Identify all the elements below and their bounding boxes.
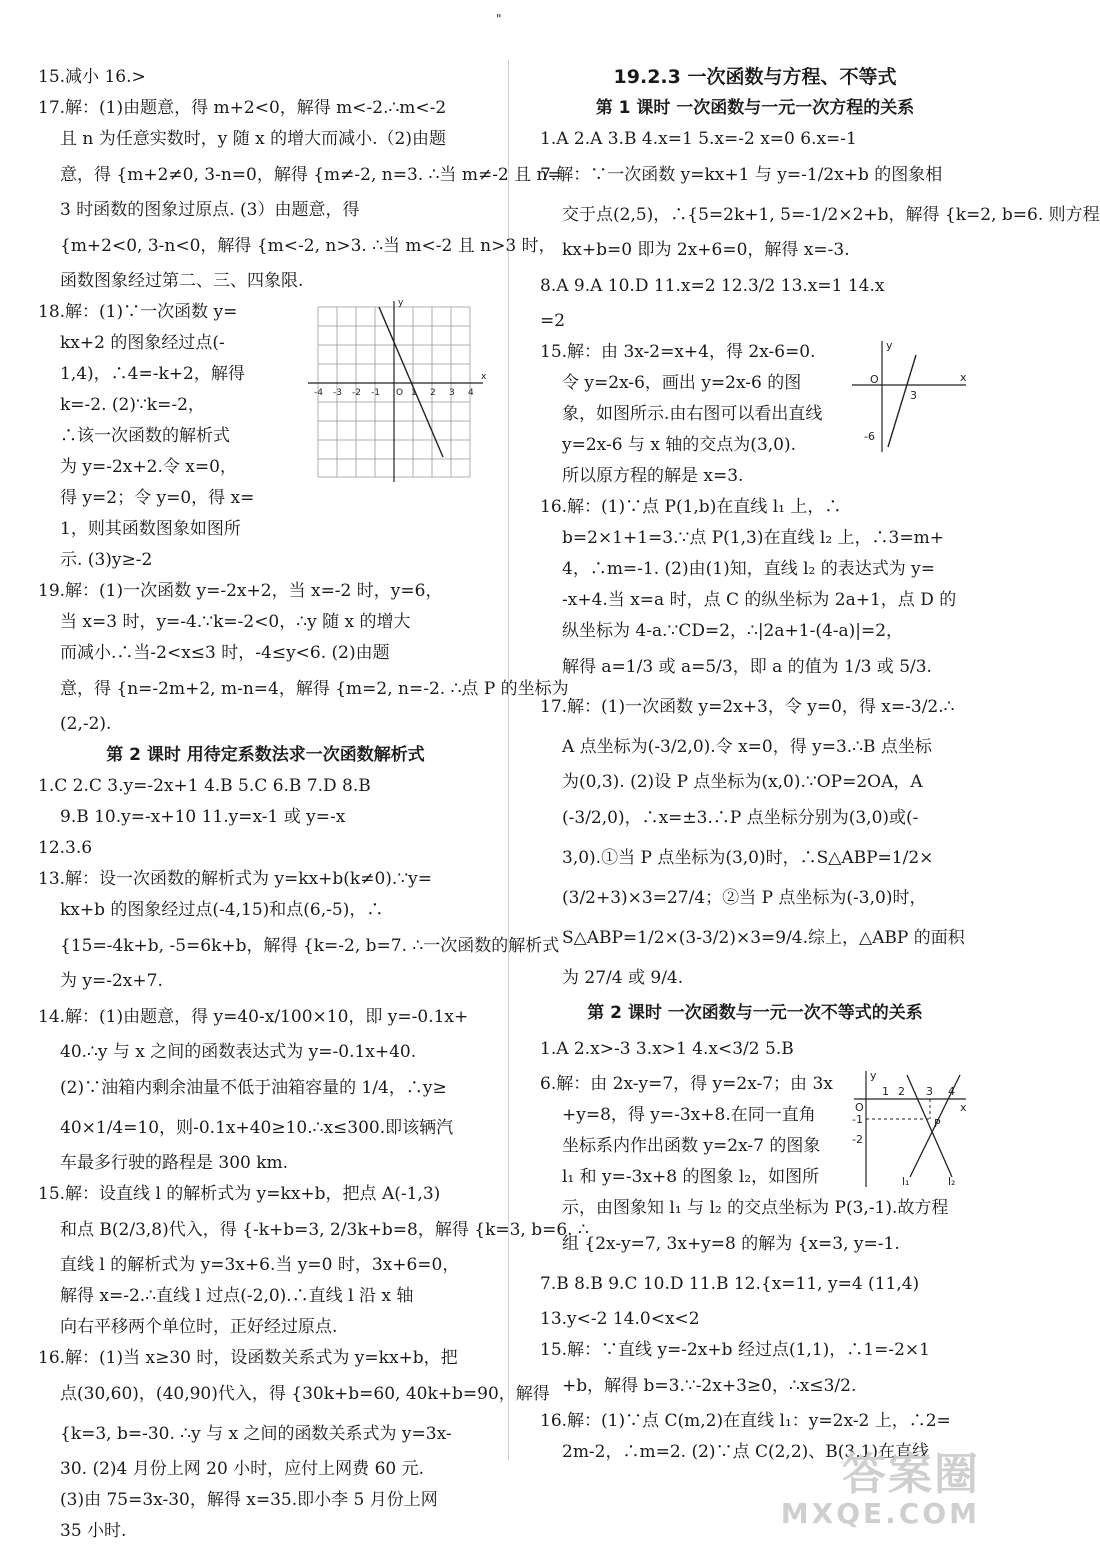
text-line: 且 n 为任意实数时，y 随 x 的增大而减小.（2)由题 <box>60 129 447 149</box>
text-line: {k=3, b=-30. ∴y 与 x 之间的函数关系式为 y=3x- <box>60 1424 452 1444</box>
text-line: 车最多行驶的路程是 300 km. <box>60 1153 289 1173</box>
text-line: 14.解：(1)由题意，得 y=40-x/100×10，即 y=-0.1x+ <box>38 1007 469 1027</box>
tick-label: -2 <box>852 1133 863 1146</box>
text-line: 1.A 2.A 3.B 4.x=1 5.x=-2 x=0 6.x=-1 <box>540 129 857 149</box>
text-line: 9.B 10.y=-x+10 11.y=x-1 或 y=-x <box>60 807 346 827</box>
text-line: 1.A 2.x>-3 3.x>1 4.x<3/2 5.B <box>540 1039 794 1059</box>
text-line: 函数图象经过第二、三、四象限. <box>60 271 304 291</box>
text-line: 8.A 9.A 10.D 11.x=2 12.3/2 13.x=1 14.x <box>540 276 885 296</box>
text-line: {m+2<0, 3-n<0，解得 {m<-2, n>3. ∴当 m<-2 且 n>3 时， <box>60 236 556 256</box>
text-line: (3)由 75=3x-30，解得 x=35.即小李 5 月份上网 <box>60 1490 438 1510</box>
text-line: S△ABP=1/2×(3-3/2)×3=9/4.综上，△ABP 的面积 <box>562 928 965 948</box>
watermark-url: MXQE.COM <box>780 1497 980 1530</box>
text-line: 纵坐标为 4-a.∵CD=2，∴|2a+1-(4-a)|=2， <box>562 621 904 641</box>
x-axis-label: x <box>960 1101 967 1114</box>
text-line: 解得 x=-2.∴直线 l 过点(-2,0).∴直线 l 沿 x 轴 <box>60 1286 414 1306</box>
text-line: kx+b=0 即为 2x+6=0，解得 x=-3. <box>562 240 850 260</box>
text-line: kx+b 的图象经过点(-4,15)和点(6,-5)，∴ <box>60 900 384 920</box>
text-line: 15.解：由 3x-2=x+4，得 2x-6=0. <box>540 342 816 362</box>
text-line: =2 <box>540 311 566 331</box>
text-line: (3/2+3)×3=27/4；②当 P 点坐标为(-3,0)时， <box>562 888 927 908</box>
question-15 <box>540 337 970 492</box>
line-label: l₁ <box>902 1175 910 1188</box>
text-line: 1.C 2.C 3.y=-2x+1 4.B 5.C 6.B 7.D 8.B <box>38 776 371 796</box>
text-line: (2,-2). <box>60 714 112 734</box>
line-label: l₂ <box>948 1175 956 1188</box>
right-column <box>540 62 1100 1468</box>
text-line: 为 27/4 或 9/4. <box>562 968 684 988</box>
lesson-heading: 第 1 课时 一次函数与一元一次方程的关系 <box>595 98 915 118</box>
text-line: +y=8，得 y=-3x+8.在同一直角 <box>562 1105 816 1125</box>
text-line: 1,4)，∴4=-k+2，解得 <box>60 364 245 384</box>
text-line: 所以原方程的解是 x=3. <box>562 466 744 486</box>
text-line: 6.解：由 2x-y=7，得 y=2x-7；由 3x <box>540 1074 833 1094</box>
text-line: 16.解：(1)当 x≥30 时，设函数关系式为 y=kx+b，把 <box>38 1348 458 1368</box>
text-line: (-3/2,0)，∴x=±3.∴P 点坐标分别为(3,0)或(- <box>562 808 919 828</box>
text-line: 示. (3)y≥-2 <box>60 550 153 570</box>
origin-label: O <box>870 373 879 386</box>
text-line: 12.3.6 <box>38 838 93 858</box>
graph-line <box>379 307 443 457</box>
lesson-heading: 第 2 课时 一次函数与一元一次不等式的关系 <box>587 1003 923 1023</box>
tick-label: -1 <box>852 1113 863 1126</box>
text-line: b=2×1+1=3.∵点 P(1,3)在直线 l₂ 上，∴3=m+ <box>562 528 944 548</box>
text-line: ∴该一次函数的解析式 <box>60 426 230 446</box>
text-line: 4，∴m=-1. (2)由(1)知，直线 l₂ 的表达式为 y= <box>562 559 936 579</box>
y-axis-label: y <box>886 339 893 352</box>
section-heading: 19.2.3 一次函数与方程、不等式 <box>613 66 897 88</box>
text-line: 3,0).①当 P 点坐标为(3,0)时，∴S△ABP=1/2× <box>562 848 934 868</box>
text-line: 象，如图所示.由右图可以看出直线 <box>562 404 823 424</box>
left-column <box>38 62 589 1547</box>
origin-label: O <box>396 388 404 398</box>
question-18 <box>38 297 493 576</box>
text-line: 15.解：∵直线 y=-2x+b 经过点(1,1)，∴1=-2×1 <box>540 1340 930 1360</box>
text-line: 16.解：(1)∵点 P(1,b)在直线 l₁ 上，∴ <box>540 497 842 517</box>
text-line: 15.解：设直线 l 的解析式为 y=kx+b，把点 A(-1,3) <box>38 1184 441 1204</box>
tick-label: 3 <box>910 389 917 402</box>
text-line: -x+4.当 x=a 时，点 C 的纵坐标为 2a+1，点 D 的 <box>562 590 957 610</box>
top-mark: " <box>496 12 502 26</box>
text-line: 2m-2，∴m=2. (2)∵点 C(2,2)、B(3,1)在直线 <box>562 1442 930 1462</box>
text-line: y=2x-6 与 x 轴的交点为(3,0). <box>562 435 797 455</box>
tick-label: 4 <box>468 388 474 398</box>
text-line: k=-2. (2)∵k=-2， <box>60 395 205 415</box>
text-line: {15=-4k+b, -5=6k+b，解得 {k=-2, b=7. ∴一次函数的解析式 <box>60 936 560 956</box>
tick-label: -2 <box>352 388 361 398</box>
text-line: (2)∵油箱内剩余油量不低于油箱容量的 1/4，∴y≥ <box>60 1078 447 1098</box>
text-line: 坐标系内作出函数 y=2x-7 的图象 <box>562 1136 821 1156</box>
text-line: 1，则其函数图象如图所 <box>60 519 241 539</box>
x-axis-label: x <box>481 372 487 382</box>
text-line: 意，得 {m+2≠0, 3-n=0，解得 {m≠-2, n=3. ∴当 m≠-2 且 n= <box>60 165 562 185</box>
tick-label: 3 <box>926 1085 933 1098</box>
text-line: 意，得 {n=-2m+2, m-n=4，解得 {m=2, n=-2. ∴点 P 的坐标为 <box>60 679 569 699</box>
text-line: 为 y=-2x+2.令 x=0， <box>60 457 237 477</box>
text-line: 16.解：(1)∵点 C(m,2)在直线 l₁：y=2x-2 上，∴2= <box>540 1411 951 1431</box>
text-line: 为(0,3). (2)设 P 点坐标为(x,0).∵OP=2OA，A <box>562 772 923 792</box>
text-line: 18.解：(1)∵一次函数 y= <box>38 302 238 322</box>
x-axis-label: x <box>960 371 967 384</box>
text-line: 而减小.∴当-2<x≤3 时，-4≤y<6. (2)由题 <box>60 643 390 663</box>
watermark-logo-text: 答案圈 <box>842 1449 980 1500</box>
watermark <box>781 1451 980 1529</box>
text-line: 19.解：(1)一次函数 y=-2x+2，当 x=-2 时，y=6， <box>38 581 443 601</box>
text-line: 17.解：(1)由题意，得 m+2<0，解得 m<-2.∴m<-2 <box>38 98 447 118</box>
tick-label: -1 <box>371 388 380 398</box>
tick-label: 1 <box>882 1085 889 1098</box>
text-line: 交于点(2,5)，∴{5=2k+1, 5=-1/2×2+b，解得 {k=2, b=6. 则方程 <box>562 205 1100 225</box>
text-line: 组 {2x-y=7, 3x+y=8 的解为 {x=3, y=-1. <box>562 1234 900 1254</box>
tick-label: -4 <box>314 388 323 398</box>
text-line: 13.解：设一次函数的解析式为 y=kx+b(k≠0).∵y= <box>38 869 432 889</box>
question-6 <box>540 1069 970 1193</box>
text-line: 当 x=3 时，y=-4.∵k=-2<0，∴y 随 x 的增大 <box>60 612 411 632</box>
text-line: 直线 l 的解析式为 y=3x+6.当 y=0 时，3x+6=0， <box>60 1255 460 1275</box>
point-label: P <box>934 1117 941 1130</box>
text-line: 15.减小 16.> <box>38 67 146 87</box>
origin-label: O <box>855 1101 864 1114</box>
text-line: 向右平移两个单位时，正好经过原点. <box>60 1317 338 1337</box>
text-line: 示，由图象知 l₁ 与 l₂ 的交点坐标为 P(3,-1).故方程 <box>562 1198 949 1218</box>
text-line: 点(30,60)，(40,90)代入，得 {30k+b=60, 40k+b=90，解得 <box>60 1384 550 1404</box>
text-line: 为 y=-2x+7. <box>60 971 163 991</box>
text-line: 令 y=2x-6，画出 y=2x-6 的图 <box>562 373 802 393</box>
tick-label: 2 <box>430 388 436 398</box>
tick-label: 2 <box>898 1085 905 1098</box>
text-line: +b，解得 b=3.∵-2x+3≥0，∴x≤3/2. <box>562 1376 857 1396</box>
grid-graph-figure <box>303 297 493 487</box>
text-line: 17.解：(1)一次函数 y=2x+3，令 y=0，得 x=-3/2.∴ <box>540 697 955 717</box>
text-line: l₁ 和 y=-3x+8 的图象 l₂，如图所 <box>562 1167 820 1187</box>
y-axis-label: y <box>398 298 404 308</box>
text-line: kx+2 的图象经过点(- <box>60 333 225 353</box>
tick-label: 1 <box>411 388 417 398</box>
text-line: 7.解：∵一次函数 y=kx+1 与 y=-1/2x+b 的图象相 <box>540 165 943 185</box>
y-axis-label: y <box>870 1069 877 1082</box>
tick-label: 3 <box>449 388 455 398</box>
text-line: 和点 B(2/3,8)代入，得 {-k+b=3, 2/3k+b=8，解得 {k=3, b=6. ∴ <box>60 1220 589 1240</box>
text-line: 40.∴y 与 x 之间的函数表达式为 y=-0.1x+40. <box>60 1042 417 1062</box>
text-line: A 点坐标为(-3/2,0).令 x=0，得 y=3.∴B 点坐标 <box>562 737 932 757</box>
text-line: 3 时函数的图象过原点. (3）由题意，得 <box>60 200 360 220</box>
line-graph-figure <box>850 337 970 457</box>
intersection-graph-figure <box>852 1069 970 1189</box>
text-line: 7.B 8.B 9.C 10.D 11.B 12.{x=11, y=4 (11,4) <box>540 1274 920 1294</box>
text-line: 35 小时. <box>60 1521 127 1541</box>
tick-label: -6 <box>864 430 875 443</box>
tick-label: 4 <box>948 1085 955 1098</box>
tick-label: -3 <box>333 388 342 398</box>
text-line: 13.y<-2 14.0<x<2 <box>540 1309 700 1329</box>
text-line: 40×1/4=10，则-0.1x+40≥10.∴x≤300.即该辆汽 <box>60 1118 454 1138</box>
text-line: 解得 a=1/3 或 a=5/3，即 a 的值为 1/3 或 5/3. <box>562 657 932 677</box>
text-line: 得 y=2；令 y=0，得 x= <box>60 488 255 508</box>
text-line: 30. (2)4 月份上网 20 小时，应付上网费 60 元. <box>60 1459 425 1479</box>
section-heading: 第 2 课时 用待定系数法求一次函数解析式 <box>106 745 425 765</box>
column-divider <box>508 60 509 1460</box>
